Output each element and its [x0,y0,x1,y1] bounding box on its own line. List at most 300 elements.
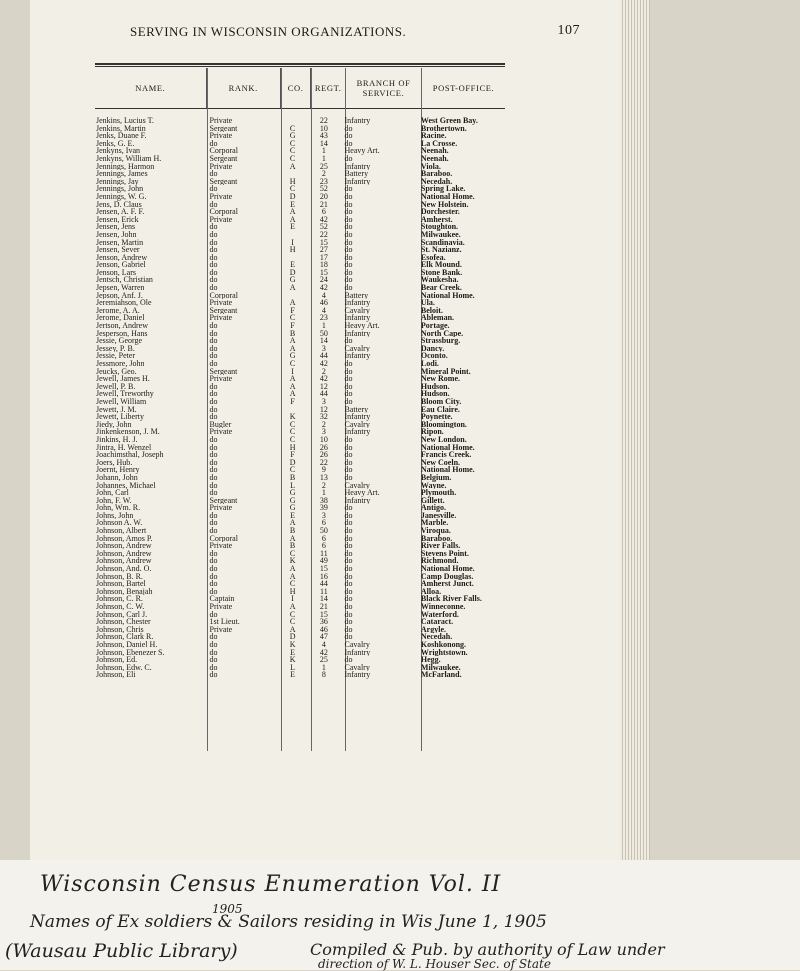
table-row [95,117,505,125]
cell-branch: Infantry [344,496,371,505]
cell-company: H [289,587,296,596]
cell-name: Johns, John [96,511,134,520]
cell-rank: do [209,360,218,368]
cell-company: E [290,671,296,679]
cell-rank: Private [209,314,233,323]
table-row [95,147,505,155]
cell-regiment: 42 [319,284,328,292]
cell-branch: do [344,223,353,231]
table-row [95,208,505,216]
cell-regiment: 3 [321,344,326,353]
cell-regiment: 42 [319,360,328,368]
cell-branch: do [344,375,353,383]
cell-rank: do [209,170,218,178]
cell-name: Joernt, Henry [96,466,140,474]
book-binding-edge [620,0,650,860]
cell-name: Jintra, H. Wenzel [96,443,152,452]
cell-company: C [289,154,296,163]
cell-regiment: 6 [321,534,326,543]
cell-company: C [289,580,296,588]
cell-rank: Private [209,603,233,611]
cell-company: A [289,565,296,573]
cell-rank: do [209,253,218,262]
cell-company: B [289,329,296,338]
cell-name: Johnson, C. W. [96,603,145,611]
cell-branch: do [344,185,353,193]
cell-rank: do [209,413,218,421]
table-row [95,466,505,474]
cell-branch: Heavy Art. [344,322,380,330]
cell-name: Jennings, W. G. [96,192,147,201]
cell-name: Jewell, Treworthy [96,390,154,398]
cell-regiment: 4 [321,640,326,649]
table-row [95,314,505,322]
cell-branch: do [344,618,353,626]
cell-post-office: Bloomington. [420,420,467,429]
cell-rank: do [209,519,218,528]
cell-regiment: 14 [319,595,328,603]
cell-post-office: Scandinavia. [420,238,465,247]
cell-company: A [289,375,296,383]
cell-company: F [290,451,295,459]
table-row [95,459,505,467]
table-row [95,246,505,254]
cell-post-office: Janesville. [420,511,457,520]
cell-branch: do [344,473,353,482]
cell-company: C [289,314,296,323]
cell-branch: Cavalry [344,481,370,490]
cell-rank: Sergeant [209,306,238,315]
cell-post-office: Baraboo. [420,534,453,543]
cell-post-office: River Falls. [420,542,461,550]
cell-company: G [289,489,296,497]
cell-regiment: 49 [319,557,328,566]
table-row [95,656,505,664]
cell-company: D [289,458,296,467]
cell-company: A [289,572,296,581]
cell-post-office: Ula. [420,299,435,307]
cell-regiment: 26 [319,451,328,459]
cell-post-office: Amherst Junct. [420,580,474,588]
table-row [95,178,505,186]
cell-company: L [290,663,296,672]
cell-name: Jenkins, Martin [96,124,146,133]
cell-branch: Battery [344,291,369,300]
cell-company [278,170,307,178]
cell-rank: do [209,405,218,414]
cell-company: K [289,557,296,566]
cell-name: Jepsen, Warren [96,284,145,292]
cell-regiment: 46 [319,625,328,634]
handwritten-line-4: (Wausau Public Library) [5,940,238,962]
cell-regiment: 12 [319,382,328,391]
cell-post-office: Oconto. [420,352,448,360]
top-rule-thin [95,66,505,67]
cell-branch: do [344,200,353,209]
cell-branch: do [344,215,353,224]
cell-regiment: 52 [319,185,328,193]
cell-branch: Infantry [344,299,371,307]
cell-rank: do [209,648,218,657]
cell-post-office: National Home. [420,466,475,474]
cell-post-office: Necedah. [420,633,453,641]
cell-rank: do [209,200,218,209]
cell-rank: Private [209,215,233,224]
cell-regiment: 14 [319,139,328,148]
cell-branch: do [344,435,353,444]
cell-regiment: 6 [321,542,326,550]
cell-regiment: 2 [321,170,326,178]
cell-company: B [289,542,296,550]
cell-rank: do [209,223,218,231]
cell-branch: do [344,603,353,611]
cell-regiment: 1 [321,489,326,497]
cell-rank: do [209,268,218,277]
table-row [95,375,505,383]
cell-company: E [290,200,296,209]
cell-regiment: 3 [321,511,326,520]
col-header-name: NAME. [95,68,207,108]
cell-name: Jerome, Daniel [96,314,145,323]
table-row [95,398,505,406]
cell-post-office: Neenah. [420,154,449,163]
table-row [95,535,505,543]
cell-name: Johnson, Chris [96,625,144,634]
cell-name: Jewell, P. B. [96,382,136,391]
cell-name: Jenks, Duane F. [96,132,147,140]
cell-branch: do [344,367,353,376]
table-row [95,276,505,284]
cell-regiment: 23 [319,314,328,323]
cell-branch: Cavalry [344,344,370,353]
cell-rank: do [209,344,218,353]
cell-name: Jinkins, H. J. [96,435,138,444]
cell-rank: Sergeant [209,367,238,376]
table-row [95,633,505,641]
cell-post-office: New Holstein. [420,200,469,209]
cell-company: A [289,208,296,216]
cell-name: Jepson, Anf. J. [96,291,143,300]
table-row [95,163,505,171]
cell-branch: do [344,132,353,140]
cell-post-office: Esofea. [420,253,446,262]
cell-name: Jentsch, Christian [96,276,153,285]
cell-company: A [289,534,296,543]
cell-name: Joachimsthal, Joseph [96,451,164,459]
cell-post-office: Milwaukee. [420,230,461,239]
cell-branch: do [344,360,353,368]
cell-regiment: 11 [320,549,328,558]
cell-company: C [289,428,296,436]
handwritten-line-2: 1905 [212,902,243,916]
cell-regiment: 22 [319,230,328,239]
cell-name: Jenson, Gabriel [96,261,146,269]
cell-post-office: Necedah. [420,177,453,186]
table-row [95,345,505,353]
cell-company: I [291,238,294,247]
cell-regiment: 44 [319,390,328,398]
cell-branch: do [344,268,353,277]
table-row [95,299,505,307]
table-row [95,406,505,414]
table-row [95,383,505,391]
cell-regiment: 26 [319,443,328,452]
cell-regiment: 24 [319,276,328,285]
table-row [95,132,505,140]
cell-rank: do [209,587,218,596]
cell-branch: do [344,276,353,285]
cell-regiment: 23 [319,177,328,186]
cell-post-office: West Green Bay. [420,117,478,125]
cell-company [278,406,307,414]
cell-name: Jensen, Jens [96,223,136,231]
cell-name: John, F. W. [96,496,132,505]
table-row [95,360,505,368]
cell-company: I [291,595,294,603]
cell-regiment: 52 [319,223,328,231]
cell-regiment: 25 [319,162,328,171]
cell-regiment: 22 [319,117,328,125]
cell-company: E [290,223,296,231]
cell-post-office: New London. [420,435,467,444]
cell-regiment: 16 [319,572,328,581]
cell-name: Jensen, Martin [96,238,144,247]
handwritten-line-3: Names of Ex soldiers & Sailors residing in Wis June 1, 1905 [30,912,547,932]
cell-regiment: 4 [321,306,326,315]
cell-rank: Sergeant [209,154,238,163]
cell-branch: do [344,337,353,345]
cell-company: A [289,215,296,224]
cell-company: H [289,443,296,452]
table-row [95,497,505,505]
table-header [95,68,505,108]
cell-regiment: 10 [319,435,328,444]
cell-regiment: 50 [319,527,328,535]
cell-post-office: Koshkonong. [420,640,467,649]
cell-post-office: Camp Douglas. [420,572,474,581]
cell-name: Johnson A. W. [96,519,143,528]
cell-company: C [289,618,296,626]
cell-rank: Private [209,542,233,550]
cell-branch: Heavy Art. [344,147,380,155]
table-row [95,390,505,398]
table-row [95,223,505,231]
cell-name: Jerome, A. A. [96,306,140,315]
cell-post-office: Milwaukee. [420,663,461,672]
cell-rank: do [209,473,218,482]
cell-branch: Cavalry [344,420,370,429]
cell-post-office: Wayne. [420,481,447,490]
cell-rank: do [209,527,218,535]
cell-regiment: 18 [319,261,328,269]
cell-branch: Infantry [344,428,371,436]
table-row [95,239,505,247]
cell-regiment: 38 [319,496,328,505]
table-row [95,201,505,209]
cell-post-office: Waukesha. [420,276,459,285]
cell-name: Jiedy, John [96,420,132,429]
cell-company: C [289,466,296,474]
cell-branch: do [344,595,353,603]
cell-company: A [289,603,296,611]
cell-regiment: 1 [321,154,326,163]
table-row [95,611,505,619]
cell-name: Jertson, Andrew [96,322,148,330]
cell-branch: do [344,139,353,148]
cell-company: A [289,519,296,528]
cell-regiment: 36 [319,618,328,626]
cell-company: D [289,633,296,641]
cell-rank: do [209,230,218,239]
cell-post-office: Antigo. [420,504,447,512]
cell-name: Johnson, Andrew [96,549,152,558]
cell-post-office: National Home. [420,565,475,573]
table-row [95,451,505,459]
cell-branch: Cavalry [344,306,370,315]
table-row [95,231,505,239]
col-header-co: CO. [281,68,312,108]
cell-branch: Battery [344,405,369,414]
table-row [95,254,505,262]
cell-name: Johnson, Eli [96,671,136,679]
cell-rank: Private [209,162,233,171]
cell-company [278,254,307,262]
cell-company: C [289,147,296,155]
cell-branch: do [344,549,353,558]
cell-regiment: 10 [319,124,328,133]
cell-name: Jennings, James [96,170,148,178]
cell-branch: do [344,208,353,216]
cell-post-office: North Cape. [420,329,464,338]
cell-rank: do [209,185,218,193]
cell-branch: do [344,253,353,262]
cell-company: A [289,337,296,345]
cell-regiment: 2 [321,420,326,429]
cell-post-office: Baraboo. [420,170,453,178]
cell-regiment: 14 [319,337,328,345]
cell-company: D [289,192,296,201]
cell-name: Johnson, Andrew [96,542,152,550]
cell-rank: do [209,352,218,360]
cell-company: A [289,625,296,634]
table-row [95,649,505,657]
cell-rank: do [209,557,218,566]
table-row [95,436,505,444]
cell-name: Johnson, Ebenezer S. [96,648,165,657]
cell-rank: do [209,565,218,573]
cell-branch: do [344,192,353,201]
cell-rank: Corporal [209,291,238,300]
cell-name: Johnson, And. O. [96,565,152,573]
page-number: 107 [557,23,580,38]
cell-name: Johnson, Carl J. [96,610,148,619]
cell-rank: do [209,435,218,444]
cell-post-office: Portage. [420,322,450,330]
handwritten-line-6: direction of W. L. Houser Sec. of State [318,957,551,971]
cell-company: A [289,382,296,391]
table-row [95,185,505,193]
cell-rank: do [209,489,218,497]
cell-name: Jenson, Lars [96,268,136,277]
cell-post-office: Bear Creek. [420,284,462,292]
col-header-branch: BRANCH OF SERVICE. [346,68,422,108]
cell-branch: do [344,527,353,535]
table-row [95,603,505,611]
cell-post-office: New Coeln. [420,458,461,467]
cell-post-office: Gillett. [420,496,445,505]
cell-name: Jennings, John [96,185,144,193]
cell-company: C [289,549,296,558]
cell-post-office: Racine. [420,132,447,140]
cell-branch: do [344,511,353,520]
table-row [95,421,505,429]
cell-name: Jennings, Harmon [96,162,155,171]
cell-post-office: Stone Bank. [420,268,463,277]
cell-name: John, Wm. R. [96,504,141,512]
cell-name: Jessie, George [96,337,143,345]
cell-name: Johnson, Edw. C. [96,663,152,672]
cell-regiment: 50 [319,329,328,338]
cell-regiment: 6 [321,208,326,216]
handwritten-line-5: Compiled & Pub. by authority of Law under [310,940,665,959]
cell-regiment: 17 [319,253,328,262]
cell-branch: do [344,390,353,398]
cell-name: Jenks, G. E. [96,139,135,148]
cell-company [278,231,307,239]
cell-regiment: 44 [319,352,328,360]
table-row [95,664,505,672]
cell-company: K [289,640,296,649]
cell-rank: do [209,337,218,345]
cell-regiment: 32 [319,413,328,421]
cell-rank: Private [209,132,233,140]
cell-regiment: 42 [319,648,328,657]
cell-company [278,117,307,125]
cell-rank: Sergeant [209,496,238,505]
cell-company: C [289,610,296,619]
cell-regiment: 42 [319,375,328,383]
cell-name: Jensen, Erick [96,215,139,224]
cell-post-office: Hudson. [420,382,450,391]
cell-post-office: Marble. [420,519,449,528]
cell-company: K [289,413,296,421]
cell-company: E [290,261,296,269]
cell-name: Jenkins, Lucius T. [96,117,154,125]
table-row [95,527,505,535]
cell-rank: Bugler [209,420,232,429]
table-row [95,641,505,649]
cell-regiment: 21 [319,603,328,611]
cell-post-office: Stevens Point. [420,549,469,558]
cell-branch: Infantry [344,117,371,125]
cell-branch: do [344,397,353,406]
cell-company: C [289,435,296,444]
cell-rank: do [209,572,218,581]
cell-rank: do [209,580,218,588]
cell-company: G [289,132,296,140]
table-row [95,519,505,527]
cell-company: A [289,390,296,398]
cell-post-office: Black River Falls. [420,595,482,603]
cell-branch: do [344,124,353,133]
table-row [95,595,505,603]
cell-branch: do [344,610,353,619]
table-row [95,428,505,436]
cell-rank: do [209,443,218,452]
col-header-post-office: POST-OFFICE. [432,83,495,93]
table-row [95,444,505,452]
cell-branch: do [344,261,353,269]
